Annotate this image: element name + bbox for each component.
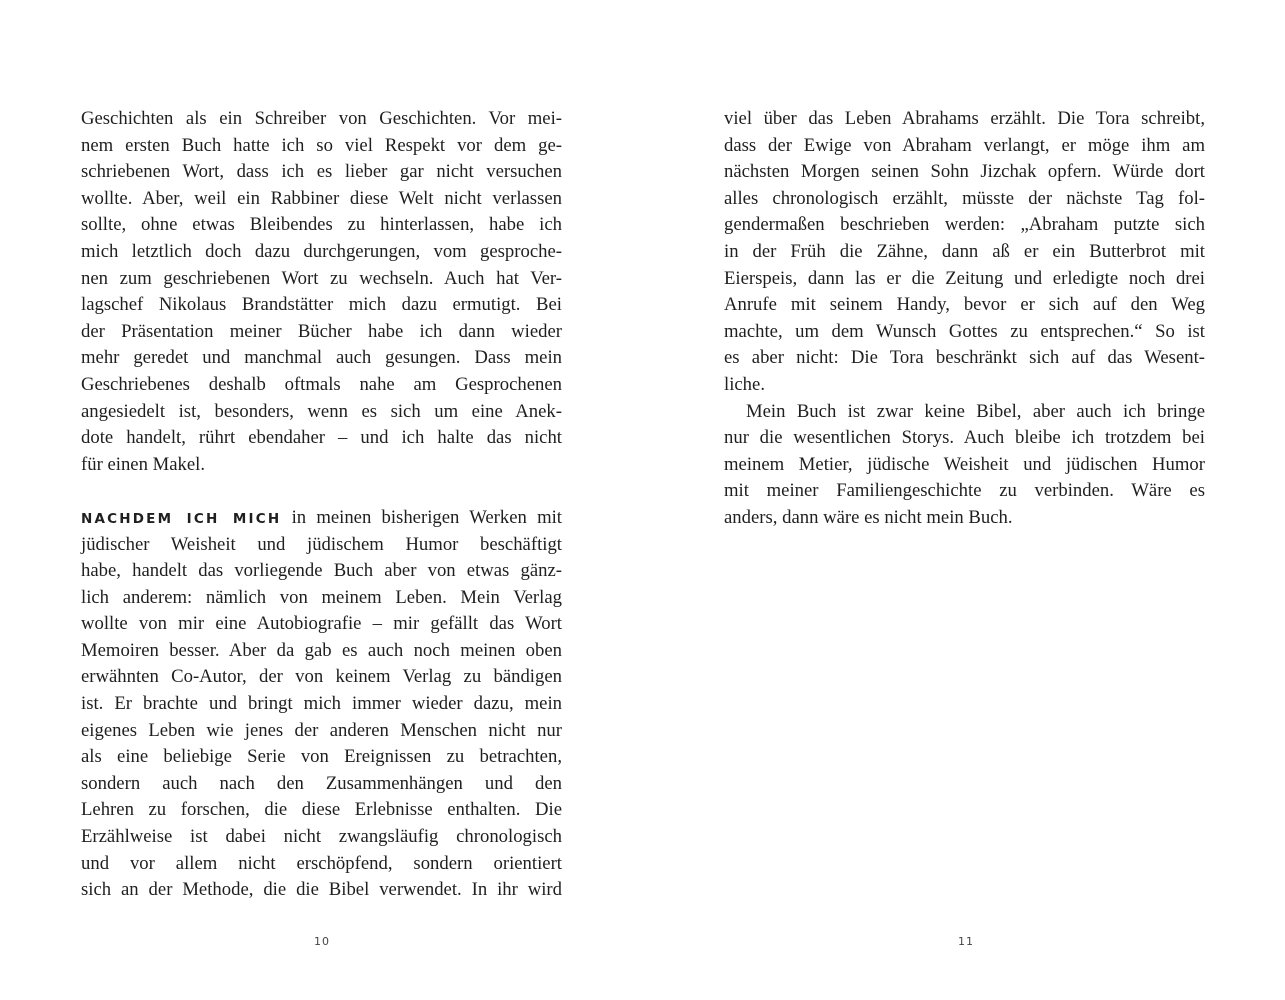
text-line: mehr geredet und manchmal auch gesungen. Dass mein <box>81 347 562 369</box>
text-line: Anrufe mit seinem Handy, bevor er sich auf den Weg <box>724 294 1205 316</box>
paragraph <box>724 399 1205 532</box>
text-line: und vor allem nicht erschöpfend, sondern orientiert <box>81 852 562 874</box>
text-line: nur die wesentlichen Storys. Auch bleibe ich trotzdem bei <box>724 427 1205 449</box>
right-text-column <box>724 106 1205 532</box>
text-line: mich letztlich doch dazu durchgerungen, vom gesproche- <box>81 240 562 262</box>
text-line: lich anderem: nämlich von meinem Leben. Mein Verlag <box>81 586 562 608</box>
text-line: es aber nicht: Die Tora beschränkt sich auf das Wesent- <box>724 347 1205 369</box>
text-line: mit meiner Familiengeschichte zu verbinden. Wäre es <box>724 480 1205 502</box>
text-line: dote handelt, rührt ebendaher – und ich halte das nicht <box>81 427 562 449</box>
section-lead-in: NACHDEM ICH MICH <box>81 510 282 527</box>
text-line: in der Früh die Zähne, dann aß er ein Butterbrot mit <box>724 240 1205 262</box>
text-line: sich an der Methode, die die Bibel verwendet. In ihr wird <box>81 879 562 901</box>
text-line: anders, dann wäre es nicht mein Buch. <box>724 506 1013 528</box>
text-line: ist. Er brachte und bringt mich immer wieder dazu, mein <box>81 693 562 715</box>
text-line: eigenes Leben wie jenes der anderen Menschen nicht nur <box>81 719 562 741</box>
text-line: Geschriebenes deshalb oftmals nahe am Gesprochenen <box>81 373 562 395</box>
text-line: nem ersten Buch hatte ich so viel Respekt vor dem ge- <box>81 134 562 156</box>
right-page <box>642 0 1284 1000</box>
page-number: 11 <box>958 935 974 948</box>
left-text-column <box>81 106 562 904</box>
text-line: meinem Metier, jüdische Weisheit und jüdischen Humor <box>724 453 1205 475</box>
text-line: angesiedelt ist, besonders, wenn es sich um eine Anek- <box>81 400 562 422</box>
text-line: liche. <box>724 373 765 395</box>
text-line: machte, um dem Wunsch Gottes zu entsprechen.“ So ist <box>724 320 1205 342</box>
text-line: wollte von mir eine Autobiografie – mir gefällt das Wort <box>81 613 562 635</box>
text-line: alles chronologisch erzählt, müsste der nächste Tag fol- <box>724 187 1205 209</box>
text-line: der Präsentation meiner Bücher habe ich dann wieder <box>81 320 562 342</box>
text-line: schriebenen Wort, dass ich es lieber gar nicht versuchen <box>81 161 562 183</box>
page-number: 10 <box>314 935 330 948</box>
left-page <box>0 0 642 1000</box>
text-line: Lehren zu forschen, die diese Erlebnisse enthalten. Die <box>81 799 562 821</box>
text-line: Mein Buch ist zwar keine Bibel, aber auch ich bringe <box>746 400 1205 422</box>
text-line: als eine beliebige Serie von Ereignissen zu betrachten, <box>81 746 562 768</box>
text-line: sondern auch nach den Zusammenhängen und den <box>81 772 562 794</box>
text-line: dass der Ewige von Abraham verlangt, er möge ihm am <box>724 134 1205 156</box>
paragraph <box>724 106 1205 399</box>
text-line: jüdischer Weisheit und jüdischem Humor beschäftigt <box>81 533 562 555</box>
text-line: nächsten Morgen seinen Sohn Jizchak opfern. Würde dort <box>724 161 1205 183</box>
text-line: Geschichten als ein Schreiber von Geschichten. Vor mei- <box>81 108 562 129</box>
text-line: für einen Makel. <box>81 453 206 475</box>
paragraph <box>81 106 562 478</box>
text-line: nen zum geschriebenen Wort zu wechseln. Auch hat Ver- <box>81 267 562 289</box>
text-line: gendermaßen beschrieben werden: „Abraham putzte sich <box>724 214 1205 236</box>
text-line <box>81 505 562 532</box>
text-line: sollte, ohne etwas Bleibendes zu hinterlassen, habe ich <box>81 214 562 236</box>
text-line: Erzählweise ist dabei nicht zwangsläufig chronologisch <box>81 826 562 848</box>
text-run: in meinen bisherigen Werken mit <box>281 506 562 528</box>
paragraph <box>81 505 562 904</box>
text-line: viel über das Leben Abrahams erzählt. Die Tora schreibt, <box>724 108 1205 129</box>
section-break <box>81 478 562 505</box>
text-line: erwähnten Co-Autor, der von keinem Verlag zu bändigen <box>81 666 562 688</box>
text-line: Memoiren besser. Aber da gab es auch noch meinen oben <box>81 639 562 661</box>
text-line: wollte. Aber, weil ein Rabbiner diese Welt nicht verlassen <box>81 187 562 209</box>
text-line: Eierspeis, dann las er die Zeitung und erledigte noch drei <box>724 267 1205 289</box>
text-line: lagschef Nikolaus Brandstätter mich dazu ermutigt. Bei <box>81 294 562 316</box>
text-line: habe, handelt das vorliegende Buch aber von etwas gänz- <box>81 560 562 582</box>
